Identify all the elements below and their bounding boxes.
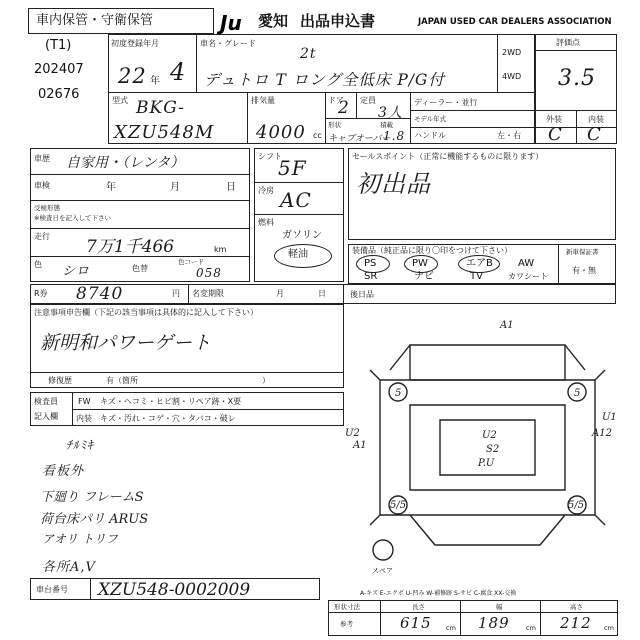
diagram-label-u2-center: U2	[482, 430, 497, 441]
logo-text: 愛知	[258, 12, 289, 30]
logo-icon	[218, 12, 258, 34]
name-change-day: 日	[318, 289, 326, 298]
inspector-note-6: 各所A,V	[42, 560, 96, 575]
recycle-unit: 円	[172, 289, 180, 298]
color-label: 色	[34, 260, 42, 269]
inspection-day: 日	[226, 182, 236, 193]
diagram-label-a1-top: A1	[500, 320, 514, 331]
interior-label: 内装	[588, 115, 604, 124]
height-value: 212	[560, 614, 592, 632]
width-value: 189	[478, 614, 510, 632]
interior-items: キズ・汚れ・コゲ・穴・タバコ・破レ	[100, 414, 236, 423]
equip-navi: ナビ	[414, 271, 434, 282]
lot-tag	[30, 34, 108, 108]
doors-label: ドア	[328, 96, 344, 105]
exterior-label: 外装	[546, 115, 562, 124]
association-name: JAPAN USED CAR DEALERS ASSOCIATION	[418, 17, 612, 27]
aircon-value: AC	[280, 188, 312, 212]
load-value: 1.8	[383, 129, 406, 143]
seats-label: 定員	[360, 96, 376, 105]
color-change-label: 色替	[132, 264, 148, 273]
dimensions-unit-1: cm	[446, 624, 456, 632]
chassis-label: 車台番号	[36, 585, 68, 594]
mileage-unit: km	[214, 245, 227, 254]
diagram-label-u1: U1	[602, 412, 617, 423]
equip-aw: AW	[518, 258, 535, 269]
exterior-value: C	[548, 124, 563, 145]
exhaust-label: 排気量	[251, 96, 275, 105]
color-value: シロ	[62, 264, 91, 279]
lot-tag-line3: 02676	[38, 87, 80, 102]
first-reg-year: 22	[118, 64, 147, 88]
dealer-label: ディーラー・並行	[414, 98, 478, 107]
inspector-label-1: 検査員	[34, 397, 58, 406]
seats-value: 3人	[378, 105, 403, 121]
diagram-label-s2: S2	[486, 444, 500, 455]
length-label: 長さ	[412, 603, 425, 611]
diagram-legend: A-キズ E-エクボ U-凹み W-補修跡 S-サビ C-腐食 XX-交換	[360, 590, 517, 597]
later-items-box	[344, 284, 616, 304]
shape-value: キャブオーバー	[328, 134, 391, 144]
mileage-label: 走行	[34, 232, 50, 241]
repair-label: 修復歴	[48, 376, 72, 385]
lot-tag-line2: 202407	[34, 62, 84, 77]
usage-label: 車歴	[34, 154, 50, 163]
equipment-label: 装備品（純正品に限り〇印をつけて下さい）	[352, 246, 512, 255]
handle-label: ハンドル	[414, 131, 446, 140]
evaluation-value: 3.5	[558, 66, 596, 91]
model-label: 型式	[112, 96, 128, 105]
logo	[218, 12, 258, 34]
diagram-label-a1-left: A1	[353, 440, 367, 451]
inspector-note-2: 看板外	[42, 464, 85, 479]
model-year-label: モデル年式	[414, 115, 447, 123]
diagram-label-wheel-rl: 5/5	[390, 500, 407, 511]
name-grade-label: 車名・グレード	[200, 39, 256, 48]
equip-seat: カワシート	[508, 272, 548, 281]
circle-ps	[356, 255, 390, 273]
diagram-label-wheel-fl: 5	[395, 388, 402, 399]
color-code-value: 058	[196, 266, 222, 280]
inspector-note-4: 荷台床パリ ARUS	[40, 512, 149, 527]
notes-label: 注意事項申告欄（下記の該当事項は具体的に記入して下さい）	[34, 308, 258, 317]
equip-airbag: エアB	[466, 258, 493, 269]
fw-label: FW	[78, 397, 91, 406]
equip-pw: PW	[412, 258, 428, 269]
width-label: 幅	[496, 603, 503, 611]
fuel-label: 燃料	[258, 218, 274, 227]
name-change-month: 月	[276, 289, 284, 298]
dimensions-unit-3: cm	[604, 624, 614, 632]
equip-sr: SR	[364, 271, 378, 282]
shape-label: 形状	[328, 121, 341, 129]
warranty-label: 新車保証書	[566, 248, 599, 256]
dimensions-unit-2: cm	[526, 624, 536, 632]
name-top: 2t	[300, 46, 317, 62]
fw-items: キズ・ヘコミ・ヒビ割・リペア跡・X要	[100, 397, 242, 406]
first-reg-year-suffix: 年	[150, 76, 160, 87]
chassis-value: XZU548-0002009	[98, 580, 251, 600]
length-value: 615	[400, 614, 432, 632]
circle-pw	[404, 255, 438, 273]
name-change-label: 名変期限	[192, 289, 224, 298]
diagram-label-wheel-fr: 5	[574, 388, 581, 399]
equip-ps: PS	[364, 258, 377, 269]
receipt-label: 受検形態	[34, 204, 60, 212]
evaluation-label: 評価点	[556, 38, 580, 47]
equip-tv: TV	[470, 271, 483, 282]
first-reg-month: 4	[170, 58, 187, 86]
aircon-label: 冷房	[258, 186, 274, 195]
receipt-note: ※検査日を記入して下さい	[34, 214, 111, 222]
inspection-label: 車検	[34, 181, 50, 190]
recycle-value: 8740	[76, 284, 124, 304]
later-items-label: 後日品	[350, 290, 374, 299]
doors-value: 2	[338, 98, 350, 118]
height-label: 高さ	[570, 603, 583, 611]
warranty-options: 有・無	[572, 266, 596, 275]
shift-value: 5F	[278, 156, 307, 180]
circle-airbag	[458, 255, 500, 273]
dimensions-remark: 形状寸法	[334, 603, 360, 611]
load-label: 積載	[380, 121, 393, 129]
exhaust-value: 4000	[256, 122, 306, 143]
inspector-note-5: アオリ トリフ	[42, 532, 118, 546]
form-title: 出品申込書	[300, 12, 376, 30]
fuel-diesel: 軽油	[288, 249, 308, 260]
two-wd-label: 2WD	[502, 48, 522, 57]
name-grade-value: デュトロ T ロング全低床 P/G付	[204, 71, 445, 89]
svg-text:Ju: Ju	[220, 11, 242, 35]
damage-diagram	[345, 310, 625, 585]
inspector-label-2: 記入欄	[34, 412, 58, 421]
repair-close: ）	[262, 376, 270, 385]
interior-value: C	[587, 124, 602, 145]
model-prefix: BKG-	[136, 98, 185, 118]
selling-points-value: 初出品	[356, 170, 431, 198]
shift-label: シフト	[258, 152, 282, 161]
four-wd-label: 4WD	[502, 72, 522, 81]
dimensions-ref: 参考	[340, 620, 353, 628]
mileage-value: 7万1千466	[86, 237, 175, 257]
diagram-label-spare: スペア	[372, 567, 393, 575]
handle-options: 左・右	[497, 131, 521, 140]
diagram-label-wheel-rr: 5/5	[568, 500, 585, 511]
selling-points-label: セールスポイント（正常に機能するものに限ります）	[352, 152, 544, 161]
diagram-label-a12: A12	[592, 428, 612, 439]
exhaust-unit: cc	[313, 131, 322, 140]
lot-tag-line1: (T1)	[45, 38, 72, 53]
diagram-label-u2-left: U2	[345, 428, 360, 439]
first-reg-label: 初度登録年月	[111, 39, 159, 48]
storage-label: 車内保管・守衛保管	[36, 13, 154, 28]
inspector-note-3: 下廻り フレームS	[40, 490, 144, 505]
notes-value: 新明和パワーゲート	[40, 332, 212, 354]
diagram-label-pu: P.U	[478, 458, 495, 469]
repair-options: 有（箇所	[106, 376, 138, 385]
model-code: XZU548M	[114, 122, 215, 143]
interior-items-label: 内装	[76, 414, 92, 423]
usage-value: 自家用・（レンタ）	[66, 155, 185, 171]
inspection-year: 年	[106, 182, 116, 193]
recycle-label: R券	[34, 289, 48, 298]
fuel-gas: ガソリン	[282, 230, 322, 241]
inspection-month: 月	[170, 182, 180, 193]
color-code-label: 色コード	[178, 258, 204, 266]
inspector-note-1: ﾁﾙﾐｷ	[66, 438, 95, 452]
